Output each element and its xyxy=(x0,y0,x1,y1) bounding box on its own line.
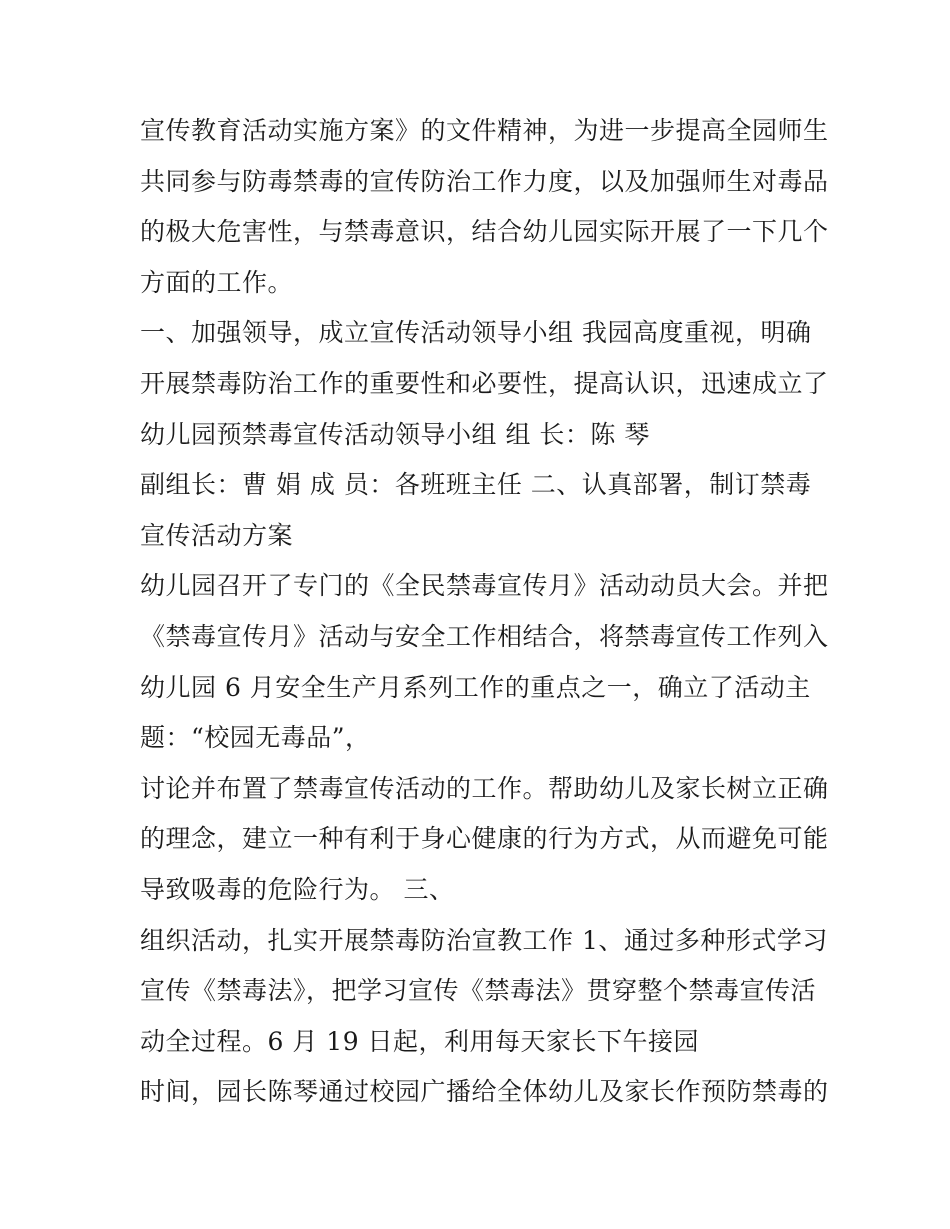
text-line: 组织活动，扎实开展禁毒防治宣教工作 1、通过多种形式学习 xyxy=(140,925,828,955)
text-line: 动全过程。6 月 19 日起，利用每天家长下午接园 xyxy=(140,1026,700,1056)
text-line: 方面的工作。 xyxy=(140,267,294,297)
text-line: 导致吸毒的危险行为。 三、 xyxy=(140,874,455,904)
text-line: 幼儿园 6 月安全生产月系列工作的重点之一，确立了活动主 xyxy=(140,672,811,702)
text-line: 开展禁毒防治工作的重要性和必要性，提高认识，迅速成立了 xyxy=(140,368,829,398)
text-line: 幼儿园预禁毒宣传活动领导小组 组 长：陈 琴 xyxy=(140,419,650,449)
text-line: 的理念，建立一种有利于身心健康的行为方式，从而避免可能 xyxy=(140,824,829,854)
text-line: 共同参与防毒禁毒的宣传防治工作力度，以及加强师生对毒品 xyxy=(140,166,829,196)
text-line: 讨论并布置了禁毒宣传活动的工作。帮助幼儿及家长树立正确 xyxy=(140,773,829,803)
text-line: 宣传《禁毒法》，把学习宣传《禁毒法》贯穿整个禁毒宣传活 xyxy=(140,976,817,1006)
text-line: 题：“校园无毒品”， xyxy=(140,723,371,753)
text-line: 幼儿园召开了专门的《全民禁毒宣传月》活动动员大会。并把 xyxy=(140,571,829,601)
text-line: 《禁毒宣传月》活动与安全工作相结合，将禁毒宣传工作列入 xyxy=(140,621,829,651)
text-line: 的极大危害性，与禁毒意识，结合幼儿园实际开展了一下几个 xyxy=(140,217,829,247)
text-line: 宣传活动方案 xyxy=(140,520,294,550)
text-line: 时间，园长陈琴通过校园广播给全体幼儿及家长作预防禁毒的 xyxy=(140,1077,829,1107)
text-line: 宣传教育活动实施方案》的文件精神，为进一步提高全园师生 xyxy=(140,116,829,145)
text-line: 副组长：曹 娟 成 员：各班班主任 二、认真部署，制订禁毒 xyxy=(140,470,812,500)
document-body xyxy=(140,106,840,1118)
text-line: 一、加强领导，成立宣传活动领导小组 我园高度重视，明确 xyxy=(140,318,812,348)
